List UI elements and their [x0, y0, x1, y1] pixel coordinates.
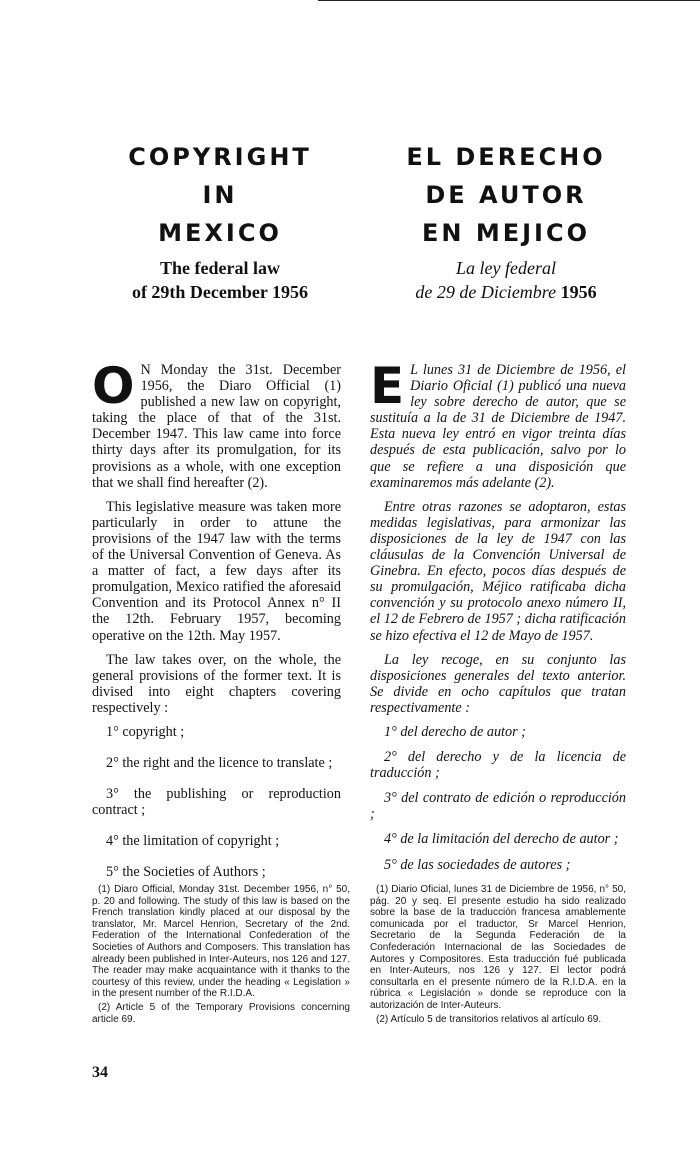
english-paragraph-1-text: N Monday the 31st. December 1956, the Diaro Official (1) published a new law on copyright, taking the place of that of the 31st. December 1947. This law came into force thirty days after its promulgation, for its provisions as a whole, with one exception that we shall find hereafter (2). [92, 362, 341, 491]
spanish-subtitle-date: de 29 de Diciembre [415, 282, 557, 302]
spanish-title-line-2: DE AUTOR [425, 181, 587, 209]
spanish-paragraph-2-text: Entre otras razones se adoptaron, estas medidas legislativas, para armonizar las disposiciones de la ley de 1947 con las cláusulas de la Convención Universal de Ginebra. En efecto, pocos días después de su promulgación, Méjico ratificaba dicha convención y su protocolo anexo número II, el 12 de Febrero de 1957 ; dicha ratificación se hizo efectiva el 12 de Mayo de 1957. [370, 498, 626, 644]
spanish-dropcap: E [370, 357, 405, 415]
spanish-subtitle-year: 1956 [560, 282, 597, 302]
spanish-list-item-1-text: 1° del derecho de autor ; [384, 723, 526, 740]
english-subtitle-line-2: of 29th December 1956 [131, 282, 309, 302]
english-list-item-3: 3° the publishing or reproduction contract ; [92, 786, 341, 819]
english-list-item-2: 2° the right and the licence to translate ; [106, 755, 333, 772]
spanish-footnote-2: (2) Artículo 5 de transitorios relativos al artículo 69. [376, 1013, 602, 1025]
spanish-list-item-5 [370, 857, 626, 873]
spanish-list-item-4 [370, 831, 626, 847]
english-footnote-1: (1) Diaro Official, Monday 31st. December 1956, n° 50, p. 20 and following. The study of this law is based on the French translation kindly placed at our disposal by the translator, Mr. Marcel Henrion, Secretary of the 2nd. Federation of the International Confederation of the Societies of Authors and Composers. This translation has already been published in Inter-Auteurs, nos 126 and 127. The reader may make acquaintance with it thanks to the courtesy of this review, under the heading « Legislation » in the present number of the R.I.D.A. [92, 884, 350, 1000]
page-number: 34 [92, 1064, 108, 1081]
spanish-paragraph-3-text: La ley recoge, en su conjunto las disposiciones generales del texto anterior. Se divide en ocho capítulos que tratan respectivamente : [370, 651, 626, 716]
spanish-paragraph-1-text: L lunes 31 de Diciembre de 1956, el Diario Oficial (1) publicó una nueva ley sobre derecho de autor, que se sustituía a la de 31 de Diciembre de 1947. Esta nueva ley entró en vigor treinta días después de esta publicación, salvo por lo que se refiere a una disposición que examinaremos más adelante (2). [370, 362, 626, 491]
spanish-heading [366, 138, 646, 304]
english-subtitle [80, 256, 360, 304]
english-paragraph-2: This legislative measure was taken more particularly in order to attune the provisions of the 1947 law with the terms of the Universal Convention of Geneva. As a matter of fact, a few days after its promulgation, Mexico ratified the aforesaid Convention and its Protocol Annex n° II the 12th. February 1957, becoming operative on the 12th. May 1957. [92, 498, 341, 644]
english-paragraph-1 [92, 357, 341, 491]
english-title-line-2: IN [202, 181, 238, 209]
english-list-item-5: 5° the Societies of Authors ; [106, 864, 266, 881]
spanish-subtitle-line-1: La ley federal [456, 258, 556, 278]
spanish-list-item-5-text: 5° de las sociedades de autores ; [384, 856, 571, 873]
english-column [92, 357, 341, 896]
english-dropcap: O [92, 357, 135, 415]
english-list-item-1: 1° copyright ; [106, 723, 185, 740]
spanish-paragraph-1 [370, 357, 626, 491]
spanish-title-line-1: EL DERECHO [406, 143, 606, 171]
english-list-item-4: 4° the limitation of copyright ; [106, 833, 280, 850]
spanish-paragraph-3 [370, 652, 626, 716]
english-title-line-3: MEXICO [158, 219, 282, 247]
top-rule [318, 0, 700, 1]
english-heading [80, 138, 360, 304]
spanish-subtitle [366, 256, 646, 304]
english-paragraph-3: The law takes over, on the whole, the general provisions of the former text. It is divised into eight chapters covering respectively : [92, 651, 341, 716]
spanish-list-item-3 [370, 790, 626, 822]
spanish-list-item-4-text: 4° de la limitación del derecho de autor ; [384, 831, 619, 848]
english-footnotes [92, 884, 350, 1027]
spanish-footnotes [370, 884, 626, 1027]
spanish-footnote-1: (1) Diario Oficial, lunes 31 de Diciembre de 1956, n° 50, pág. 20 y seq. El presente estudio ha sido realizado sobre la base de la traducción francesa amablemente comunicada por el traductor, Sr Marcel Henrion, Secretario de la Segunda Federación de la Confederación Internacional de las Sociedades de Autores y Compositores. Esta traducción fué publicada en Inter-Auteurs, nos 126 y 127. El lector podrá consultarla en el presente número de la R.I.D.A. en la rúbrica « Legislación » donde se reproduce con la autorización de Inter-Auteurs. [370, 884, 626, 1011]
spanish-paragraph-2 [370, 499, 626, 644]
spanish-subtitle-line-2 [366, 280, 646, 304]
english-footnote-2: (2) Article 5 of the Temporary Provisions concerning article 69. [92, 1001, 350, 1025]
english-title-line-1: COPYRIGHT [128, 143, 312, 171]
spanish-column [370, 357, 626, 882]
spanish-list-item-3-text: 3° del contrato de edición o reproducción ; [370, 790, 626, 823]
spanish-list-item-2-text: 2° del derecho y de la licencia de traducción ; [370, 749, 626, 782]
english-subtitle-line-1: The federal law [160, 258, 280, 278]
spanish-list-item-2 [370, 749, 626, 781]
spanish-list-item-1 [370, 724, 626, 740]
spanish-title-line-3: EN MEJICO [422, 219, 590, 247]
